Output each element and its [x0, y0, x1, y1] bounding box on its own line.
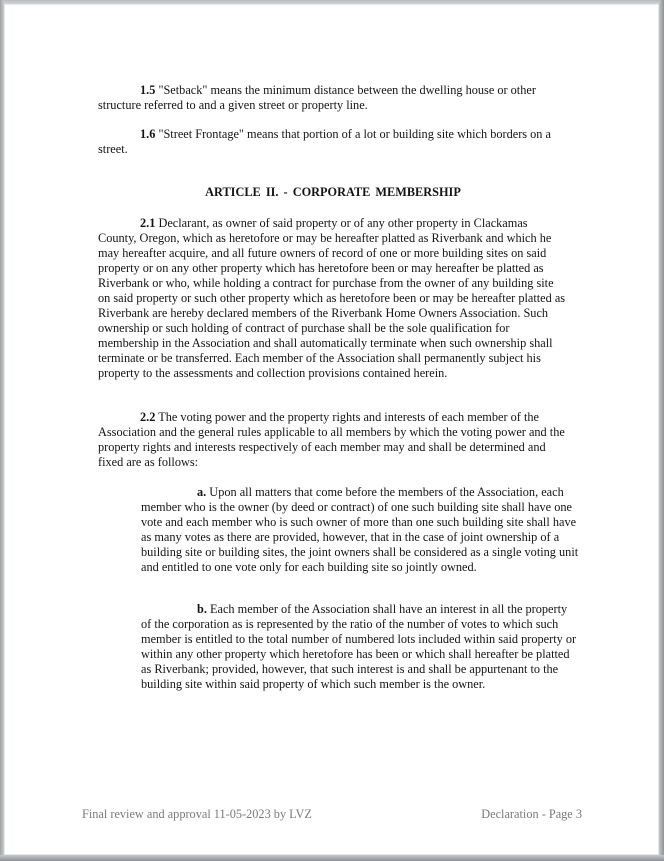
page-frame-bottom	[0, 855, 664, 861]
section-text: Declarant, as owner of said property or of any other property in Clackamas County, Oregon, which as heretofore or may be hereafter platted as Riverbank and which he may hereafter acquire, and all future owners of record of one or more building sites on said property or on any other property which has heretofore been or may hereafter be platted as Riverbank or who, while holding a contract for purchase from the owner of any building site on said property or such other property which as heretofore been or may be hereafter platted as Riverbank are hereby declared members of the Riverbank Home Owners Association. Such ownership or such holding of contract of purchase shall be the sole qualification for membership in the Association and shall automatically terminate when such ownership shall terminate or be transferred. Each member of the Association shall permanently subject his property to the assessments and collection provisions contained herein.	[98, 216, 566, 380]
footer-right: Declaration - Page 3	[481, 807, 582, 821]
section-number: 2.1	[140, 216, 156, 230]
subsection-2-2-a	[141, 485, 579, 575]
section-number: 1.6	[140, 127, 156, 141]
page-frame-right	[659, 0, 664, 861]
subsection-2-2-b	[141, 602, 579, 692]
section-1-6	[98, 127, 568, 157]
footer-left: Final review and approval 11-05-2023 by LVZ	[82, 807, 312, 821]
section-1-5	[98, 83, 568, 113]
section-number: 1.5	[140, 83, 156, 97]
section-2-1	[98, 216, 568, 381]
subsection-text: Upon all matters that come before the members of the Association, each member who is the owner (by deed or contract) of one such building site shall have one vote and each member who is such owner of more than one such building site shall have as many votes as there are provided, however, that in the case of joint ownership of a building site or building sites, the joint owners shall be considered as a single voting unit and entitled to one vote only for each building site so jointly owned.	[141, 485, 579, 574]
section-number: 2.2	[140, 410, 156, 424]
subsection-label: b.	[197, 602, 207, 616]
subsection-text: Each member of the Association shall have an interest in all the property of the corporation as is represented by the ratio of the number of votes to which such member is entitled to the total number of numbered lots included within said property or within any other property which heretofore has been or which shall hereafter be platted as Riverbank; provided, however, that such interest is and shall be appurtenant to the building site within said property of which such member is the owner.	[141, 602, 577, 691]
article-heading: ARTICLE II. - CORPORATE MEMBERSHIP	[205, 185, 461, 199]
section-text: "Street Frontage" means that portion of a lot or building site which borders on a street.	[98, 127, 551, 156]
section-text: "Setback" means the minimum distance between the dwelling house or other structure referred to and a given street or property line.	[98, 83, 536, 112]
section-text: The voting power and the property rights and interests of each member of the Association and the general rules applicable to all members by which the voting power and the property rights and interests respectively of each member may and shall be determined and fixed are as follows:	[98, 410, 565, 469]
subsection-label: a.	[197, 485, 207, 499]
section-2-2	[98, 410, 568, 470]
